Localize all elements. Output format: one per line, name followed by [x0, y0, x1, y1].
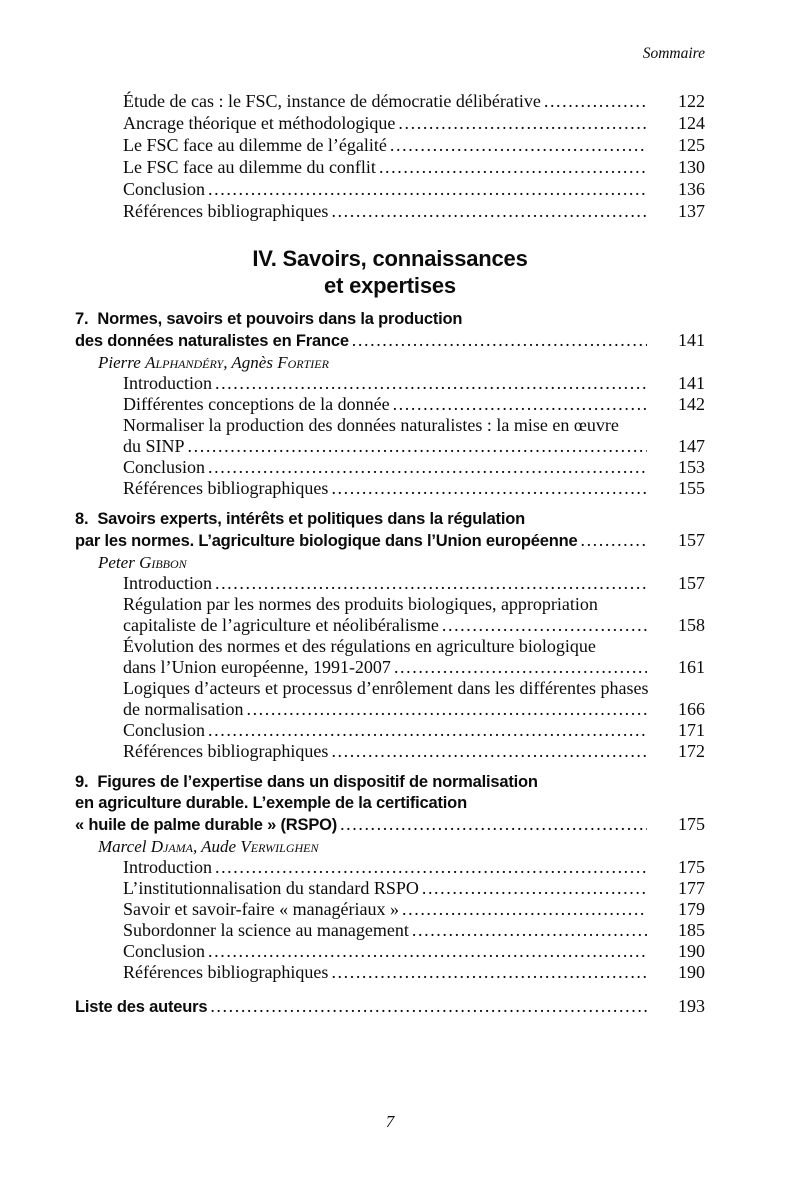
toc-entry [75, 394, 705, 415]
chapter-9-block [75, 772, 705, 983]
toc-entry [75, 678, 705, 720]
chapter-title-line [75, 814, 705, 836]
toc-entry [75, 156, 705, 178]
chapter-title-line [75, 309, 705, 330]
author-given-name: , Agnès [223, 353, 278, 372]
dot-leader [331, 962, 647, 983]
dot-leader [390, 134, 647, 156]
toc-content [75, 0, 705, 1018]
toc-entry [75, 415, 705, 457]
toc-entry [75, 178, 705, 200]
author-family-name: Verwilghen [240, 837, 319, 856]
dot-leader [398, 112, 647, 134]
dot-leader [352, 330, 647, 351]
part-heading-line2: et expertises [324, 273, 456, 298]
toc-entry-page: 130 [678, 157, 705, 177]
dot-leader [331, 200, 647, 222]
toc-entry-page: 141 [678, 373, 705, 393]
toc-entry-page: 147 [678, 436, 705, 456]
dot-leader [331, 478, 647, 499]
chapter-number: 9. [75, 773, 89, 791]
dot-leader [402, 899, 647, 920]
chapter-number: 8. [75, 510, 89, 528]
toc-entry-label: Logiques d’acteurs et processus d’enrôlement dans les différentes phases [123, 678, 649, 698]
toc-entry [75, 720, 705, 741]
dot-leader [379, 156, 647, 178]
dot-leader [412, 920, 647, 941]
chapter-title-text: Savoirs experts, intérêts et politiques dans la régulation [97, 510, 525, 528]
author-family-name: Djama [150, 837, 193, 856]
running-header [75, 45, 705, 63]
dot-leader [580, 530, 647, 551]
toc-entry-page: 125 [678, 135, 705, 155]
toc-entry-last-line [123, 699, 705, 720]
chapter-7-block [75, 309, 705, 499]
dot-leader [442, 615, 647, 636]
toc-entry-label: Normaliser la production des données naturalistes : la mise en œuvre [123, 415, 619, 435]
toc-entry-label: Conclusion [123, 457, 206, 477]
authors-list-entry [75, 995, 705, 1018]
toc-entry-label: Étude de cas : le FSC, instance de démocratie délibérative [123, 91, 541, 111]
toc-entry-page: 153 [678, 457, 705, 477]
toc-entry [75, 112, 705, 134]
dot-leader [215, 857, 647, 878]
toc-entry-page: 122 [678, 91, 705, 111]
toc-entry [75, 373, 705, 394]
toc-entry-page: 172 [678, 741, 705, 761]
chapter-title-text: en agriculture durable. L’exemple de la certification [75, 794, 467, 812]
chapter-title-text: « huile de palme durable » (RSPO) [75, 816, 338, 834]
dot-leader [215, 373, 647, 394]
chapter-title-text: Figures de l’expertise dans un dispositif de normalisation [97, 773, 538, 791]
toc-entry-label: Références bibliographiques [123, 962, 329, 982]
toc-entry-label: du SINP [123, 436, 185, 456]
dot-leader [208, 720, 647, 741]
chapter-title-line [75, 530, 705, 552]
dot-leader [422, 878, 647, 899]
toc-entry [75, 134, 705, 156]
dot-leader [544, 90, 647, 112]
toc-entry-label: L’institutionnalisation du standard RSPO [123, 878, 419, 898]
toc-entry [75, 594, 705, 636]
part-heading-line1: IV. Savoirs, connaissances [252, 246, 528, 271]
toc-entry-label: Le FSC face au dilemme du conflit [123, 157, 376, 177]
dot-leader [394, 657, 647, 678]
toc-entry [75, 899, 705, 920]
toc-entry-page: 157 [678, 573, 705, 593]
chapter-number: 7. [75, 310, 89, 328]
author-given-name: Marcel [98, 837, 151, 856]
toc-entry-page: 142 [678, 394, 705, 414]
toc-entry [75, 90, 705, 112]
toc-entry-page: 190 [678, 962, 705, 982]
toc-entry-label: Introduction [123, 857, 212, 877]
toc-entry-page: 136 [678, 179, 705, 199]
chapter-title-line [75, 772, 705, 793]
toc-entry [75, 478, 705, 499]
toc-entry-page: 155 [678, 478, 705, 498]
toc-entry-page: 124 [678, 113, 705, 133]
toc-entry [75, 920, 705, 941]
author-given-name: Peter [98, 553, 140, 572]
toc-entry-page: 175 [678, 857, 705, 877]
dot-leader [208, 457, 647, 478]
dot-leader [208, 178, 647, 200]
toc-entry-label: de normalisation [123, 699, 244, 719]
previous-chapter-entries [75, 90, 705, 222]
toc-entry-page: 177 [678, 878, 705, 898]
dot-leader [246, 699, 647, 720]
chapter-title [75, 309, 705, 352]
toc-entry-label: Conclusion [123, 179, 206, 199]
toc-entry-label: Conclusion [123, 720, 206, 740]
toc-entry [75, 457, 705, 478]
toc-entry-page: 179 [678, 899, 705, 919]
toc-entry-label: Ancrage théorique et méthodologique [123, 113, 396, 133]
chapter-title-text: des données naturalistes en France [75, 332, 349, 350]
authors-list-page: 193 [678, 996, 705, 1016]
dot-leader [393, 394, 647, 415]
toc-entry-label: Conclusion [123, 941, 206, 961]
author-family-name: Alphandéry [145, 353, 224, 372]
toc-entry-label: Le FSC face au dilemme de l’égalité [123, 135, 387, 155]
toc-entry-page: 158 [678, 615, 705, 635]
toc-entry-label: Savoir et savoir-faire « managériaux » [123, 899, 400, 919]
chapter-authors [75, 836, 705, 857]
toc-entry-page: 185 [678, 920, 705, 940]
toc-entry-page: 190 [678, 941, 705, 961]
dot-leader [208, 941, 647, 962]
part-heading [75, 245, 705, 299]
toc-entry [75, 962, 705, 983]
chapter-page: 141 [678, 330, 705, 350]
dot-leader [188, 436, 647, 457]
toc-entry-last-line [123, 615, 705, 636]
chapter-title-text: Normes, savoirs et pouvoirs dans la production [97, 310, 463, 328]
toc-entry [75, 878, 705, 899]
toc-entry-label: Évolution des normes et des régulations en agriculture biologique [123, 636, 596, 656]
running-header-text: Sommaire [642, 45, 705, 62]
toc-entry-label: Références bibliographiques [123, 201, 329, 221]
dot-leader [331, 741, 647, 762]
chapter-title [75, 509, 705, 552]
chapter-title [75, 772, 705, 836]
toc-entry [75, 941, 705, 962]
toc-entry-page: 171 [678, 720, 705, 740]
toc-entry [75, 741, 705, 762]
toc-entry-label: Références bibliographiques [123, 478, 329, 498]
toc-entry-label: Introduction [123, 373, 212, 393]
chapter-title-line [75, 793, 705, 814]
toc-entry-label: Régulation par les normes des produits biologiques, appropriation [123, 594, 598, 614]
toc-entry-last-line [123, 436, 705, 457]
toc-entry-label: Différentes conceptions de la donnée [123, 394, 390, 414]
toc-entry [75, 573, 705, 594]
toc-entry-last-line [123, 657, 705, 678]
chapter-8-block [75, 509, 705, 762]
chapter-authors [75, 552, 705, 573]
toc-entry-page: 161 [678, 657, 705, 677]
chapter-page: 157 [678, 530, 705, 550]
chapter-title-text: par les normes. L’agriculture biologique dans l’Union européenne [75, 532, 578, 550]
dot-leader [210, 995, 647, 1017]
page-number-footer [75, 1112, 705, 1132]
dot-leader [340, 814, 647, 835]
chapter-title-line [75, 330, 705, 352]
chapter-authors [75, 352, 705, 373]
dot-leader [215, 573, 647, 594]
author-family-name: Fortier [277, 353, 329, 372]
toc-entry-page: 137 [678, 201, 705, 221]
authors-list-label: Liste des auteurs [75, 998, 208, 1016]
toc-entry-label: capitaliste de l’agriculture et néolibéralisme [123, 615, 439, 635]
toc-entry [75, 636, 705, 678]
toc-entry-label: Introduction [123, 573, 212, 593]
author-given-name: Pierre [98, 353, 146, 372]
author-given-name: , Aude [192, 837, 241, 856]
toc-entry [75, 857, 705, 878]
toc-entry-label: dans l’Union européenne, 1991-2007 [123, 657, 391, 677]
author-family-name: Gibbon [139, 553, 187, 572]
toc-entry-label: Références bibliographiques [123, 741, 329, 761]
chapter-title-line [75, 509, 705, 530]
chapter-page: 175 [678, 814, 705, 834]
toc-entry-page: 166 [678, 699, 705, 719]
page-number: 7 [385, 1112, 395, 1131]
toc-entry [75, 200, 705, 222]
toc-entry-label: Subordonner la science au management [123, 920, 409, 940]
